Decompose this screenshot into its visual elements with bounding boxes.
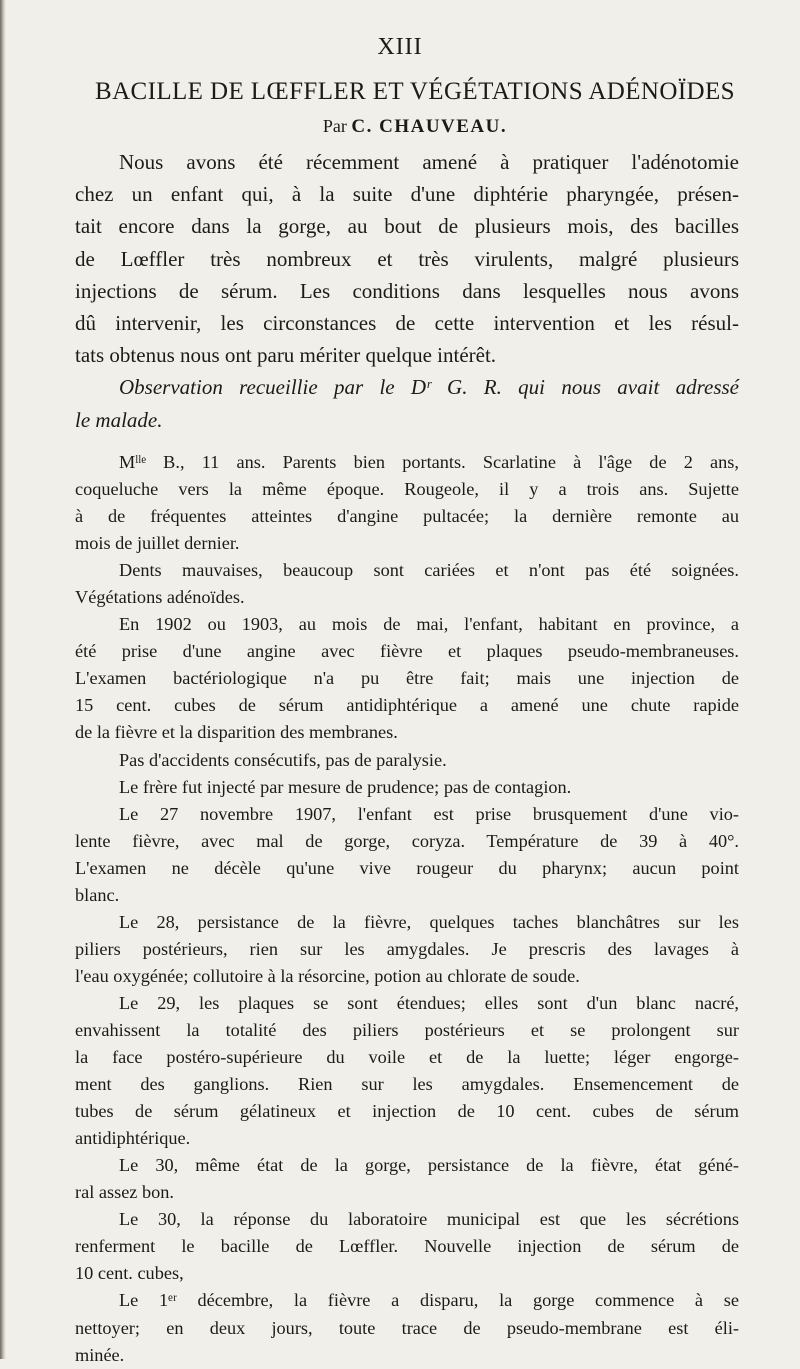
text-line: L'examen bactériologique n'a pu être fait; mais une injection de: [75, 668, 739, 689]
text-line: l'eau oxygénée; collutoire à la résorcine, potion au chlorate de soude.: [75, 965, 580, 986]
case-paragraph: [75, 1206, 739, 1287]
text-line: dû intervenir, les circonstances de cette intervention et les résul-: [75, 311, 739, 336]
text-line: 15 cent. cubes de sérum antidiphtérique a amené une chute rapide: [75, 695, 739, 716]
text-line: le malade.: [75, 407, 163, 432]
text-line: à de fréquentes atteintes d'angine pultacée; la dernière remonte au: [75, 506, 739, 527]
chapter-number: XIII: [377, 34, 423, 60]
text-line: Le 30, même état de la gorge, persistance de la fièvre, état géné-: [119, 1155, 739, 1176]
case-paragraph: [75, 1152, 739, 1206]
intro-paragraph: [75, 146, 739, 371]
case-paragraph: [75, 449, 739, 557]
text-line: nettoyer; en deux jours, toute trace de pseudo-membrane est éli-: [75, 1317, 739, 1338]
text-line: L'examen ne décèle qu'une vive rougeur du pharynx; aucun point: [75, 857, 739, 878]
text-line: Végétations adénoïdes.: [75, 587, 245, 608]
text-line: tait encore dans la gorge, au bout de plusieurs mois, des bacilles: [75, 214, 739, 239]
text-line: Mˡˡᵉ B., 11 ans. Parents bien portants. Scarlatine à l'âge de 2 ans,: [119, 452, 739, 472]
text-line: blanc.: [75, 884, 120, 905]
text-line: ment des ganglions. Rien sur les amygdales. Ensemencement de: [75, 1074, 739, 1095]
text-line: coqueluche vers la même époque. Rougeole, il y a trois ans. Sujette: [75, 479, 739, 500]
text-line: tats obtenus nous ont paru mériter quelque intérêt.: [75, 343, 497, 368]
page-binding-edge: [0, 0, 6, 1359]
text-line: Pas d'accidents consécutifs, pas de paralysie.: [119, 749, 447, 770]
case-paragraph: [75, 611, 739, 746]
text-line: Nous avons été récemment amené à pratiquer l'adénotomie: [119, 150, 739, 174]
author-name: C. CHAUVEAU.: [351, 116, 508, 137]
case-paragraph: [75, 909, 739, 990]
text-line: Observation recueillie par le Dʳ G. R. qui nous avait adressé: [119, 375, 739, 400]
text-line: Le 28, persistance de la fièvre, quelques taches blanchâtres sur les: [119, 911, 739, 932]
case-report: [75, 449, 739, 1369]
text-line: renferment le bacille de Lœffler. Nouvelle injection de sérum de: [75, 1236, 739, 1257]
text-line: tubes de sérum gélatineux et injection de 10 cent. cubes de sérum: [75, 1101, 739, 1122]
text-line: Le 29, les plaques se sont étendues; elles sont d'un blanc nacré,: [119, 992, 739, 1013]
text-line: Dents mauvaises, beaucoup sont cariées et n'ont pas été soignées.: [119, 560, 739, 581]
text-line: injections de sérum. Les conditions dans lesquelles nous avons: [75, 278, 739, 303]
case-paragraph: [75, 990, 739, 1152]
article-title: BACILLE DE LŒFFLER ET VÉGÉTATIONS ADÉNOÏDES: [95, 78, 735, 105]
text-line: antidiphtérique.: [75, 1128, 191, 1149]
text-line: Le 1ᵉʳ décembre, la fièvre a disparu, la gorge commence à se: [119, 1290, 739, 1311]
text-line: mois de juillet dernier.: [75, 533, 240, 554]
case-paragraph: [75, 801, 739, 909]
byline-prefix: Par: [322, 116, 347, 136]
text-line: la face postéro-supérieure du voile et de la luette; léger engorge-: [75, 1047, 739, 1068]
text-line: 10 cent. cubes,: [75, 1263, 184, 1284]
text-line: piliers postérieurs, rien sur les amygdales. Je prescris des lavages à: [75, 938, 739, 959]
case-paragraph: [75, 774, 739, 801]
observation-heading: [75, 371, 739, 435]
text-line: de la fièvre et la disparition des membranes.: [75, 722, 398, 743]
case-paragraph: [75, 747, 739, 774]
text-line: lente fièvre, avec mal de gorge, coryza. Température de 39 à 40°.: [75, 830, 739, 851]
text-line: Le 30, la réponse du laboratoire municipal est que les sécrétions: [119, 1209, 739, 1230]
byline: [0, 116, 800, 138]
text-line: Le frère fut injecté par mesure de prudence; pas de contagion.: [119, 776, 572, 797]
text-line: ral assez bon.: [75, 1182, 174, 1203]
text-line: Le 27 novembre 1907, l'enfant est prise brusquement d'une vio-: [119, 803, 739, 824]
text-line: été prise d'une angine avec fièvre et plaques pseudo-membraneuses.: [75, 641, 739, 662]
text-line: envahissent la totalité des piliers postérieurs et se prolongent sur: [75, 1019, 739, 1040]
text-line: minée.: [75, 1344, 125, 1365]
text-line: de Lœffler très nombreux et très virulents, malgré plusieurs: [75, 246, 739, 271]
text-line: chez un enfant qui, à la suite d'une diphtérie pharyngée, présen-: [75, 182, 739, 207]
case-paragraph: [75, 1287, 739, 1368]
text-line: En 1902 ou 1903, au mois de mai, l'enfant, habitant en province, a: [119, 614, 739, 635]
introduction: [75, 146, 739, 436]
case-paragraph: [75, 557, 739, 611]
